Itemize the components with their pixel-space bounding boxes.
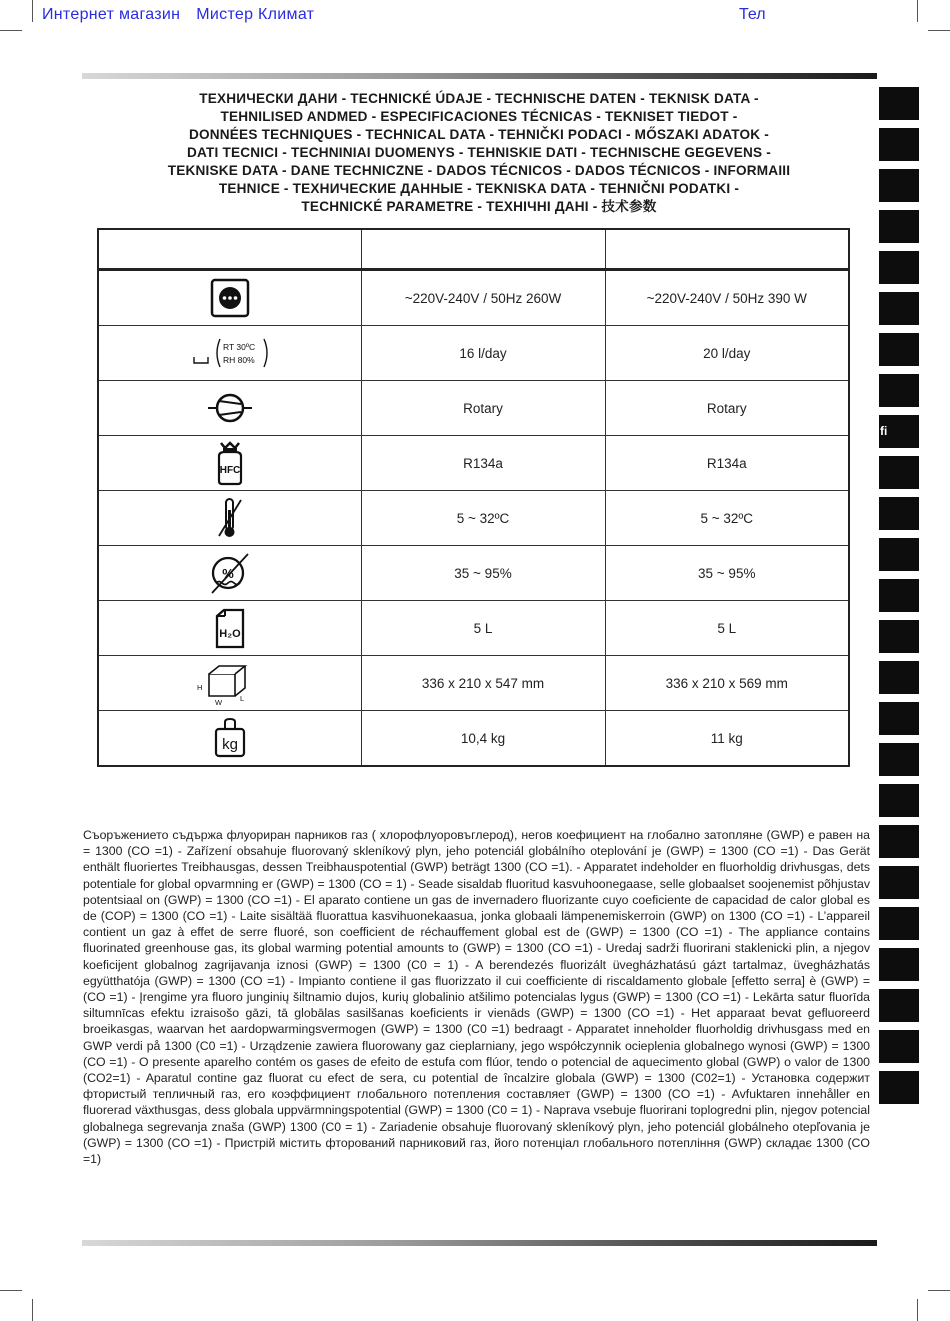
language-tab[interactable] xyxy=(879,210,919,243)
shop-header xyxy=(42,6,314,24)
crop-mark xyxy=(0,30,22,31)
title-line: DATI TECNICI - TECHNINIAI DUOMENYS - TEHNISKIE DATI - TECHNISCHE GEGEVENS - xyxy=(187,145,771,160)
water-tank-icon xyxy=(212,606,248,650)
language-tab[interactable] xyxy=(879,866,919,899)
language-tab[interactable] xyxy=(879,374,919,407)
spec-value-model-a: R134a xyxy=(361,436,605,491)
weight-icon-text: kg xyxy=(221,736,238,753)
spec-icon-cell xyxy=(98,436,361,491)
power-socket-icon xyxy=(210,278,250,318)
language-tab[interactable] xyxy=(879,128,919,161)
spec-value-model-b: R134a xyxy=(605,436,849,491)
spec-value-model-b: 35 ~ 95% xyxy=(605,546,849,601)
spec-table xyxy=(97,228,850,767)
crop-mark xyxy=(917,1299,918,1321)
title-line: TEHNICE - ТЕХНИЧЕСКИЕ ДАННЫЕ - TEKNISKA DATA - TEHNIČNI PODATKI - xyxy=(218,181,740,196)
spec-value-model-b: 5 ~ 32ºC xyxy=(605,491,849,546)
language-tab[interactable] xyxy=(879,907,919,940)
spec-row-water-tank xyxy=(98,601,849,656)
crop-mark xyxy=(928,30,950,31)
language-tab[interactable] xyxy=(879,87,919,120)
spec-icon-cell xyxy=(98,326,361,381)
spec-value-model-a: 35 ~ 95% xyxy=(361,546,605,601)
dimensions-icon xyxy=(195,660,265,706)
bottom-divider xyxy=(82,1240,877,1246)
crop-mark xyxy=(0,1290,22,1291)
spec-row-capacity xyxy=(98,326,849,381)
spec-row-compressor xyxy=(98,381,849,436)
title-line: TEHNILISED ANDMED - ESPECIFICACIONES TÉCNICAS - TEKNISET TIEDOT - xyxy=(220,109,738,124)
spec-icon-cell xyxy=(98,711,361,767)
spec-value-model-b: ~220V-240V / 50Hz 390 W xyxy=(605,270,849,326)
spec-value-model-a: Rotary xyxy=(361,381,605,436)
thermometer-icon xyxy=(213,496,247,540)
dimension-l-label: L xyxy=(239,694,244,703)
language-tab[interactable] xyxy=(879,538,919,571)
title-line: DONNÉES TECHNIQUES - TECHNICAL DATA - TEHNIČKI PODACI - MŐSZAKI ADATOK - xyxy=(188,127,770,142)
phone-label: Тел xyxy=(739,6,766,23)
language-tab[interactable] xyxy=(879,825,919,858)
header-cell-icon xyxy=(98,229,361,270)
language-tab[interactable] xyxy=(879,579,919,612)
spec-row-dimensions xyxy=(98,656,849,711)
humidity-icon xyxy=(208,551,252,595)
spec-value-model-a: 5 L xyxy=(361,601,605,656)
spec-value-model-b: 336 x 210 x 569 mm xyxy=(605,656,849,711)
spec-value-model-b: 11 kg xyxy=(605,711,849,767)
gwp-notice-paragraph: Съоръжението съдържа флуориран парников газ ( хлорофлуоровъглерод), негов коефициент на глобално затопляне (GWP) е равен на = 1300 (CO =1) - Zařízení obsahuje fluorovaný skleníkový plyn, jeho potenciál globálního oteplování je (GWP) = 1300 (CO =1) - Das Gerät enthält fluoriertes Treibhausgas, dessen Treibhauspotential (GWP) beträgt 1300 (CO =1). - Apparatet indeholder en fluorholdig drivhusgas, dets potentiale for global opvarmning er (GWP) = 1300 (CO = 1) - Seade sisaldab fluoritud kasvuhoonegaase, selle globaalset soojenemist põhjustav potentsiaal on (GWP) = 1300 (CO =1) - El aparato contiene un gas de invernadero fluorizante cuyo coeficiente de capacidad de calor global es de (COP) = 1300 (CO =1) - Laite sisältää fluorattua kasvihuonekaasua, jonka globaali lämpenemiskerroin (GWP) on 1300 (CO =1) - L’appareil contient un gaz à effet de serre fluoré, son coefficient de réchauffement global est de (GWP) = 1300 (CO =1) - The appliance contains fluorinated greenhouse gas, its global warming potential amounts to (GWP) = 1300 (CO =1) - Uredaj sadrži fluorirani staklenicki plin, a njegov koeficijent globalnog zagrijavanja iznosi (GWP) = 1300 (C0 = 1) - A berendezés fluorizált üvegházhatású gázt tartalmaz, üvegházhatás együtthatója (GWP) = 1300 (CO =1) - Impianto contiene il gas fluorizzato il cui coefficiente di riscaldamento globale [effetto serra] è (GWP) = (CO =1) - Įrengime yra fluoro junginių šiltnamio dujos, kurių globalinio atšilimo potencialas lygus (GWP) = 1300 (CO =1) - Lekārta satur fluorīda siltumnīcas efektu izraisošo gāzi, tā globālas sasilšanas koeficients ir vienāds (GWP) = 1300 (CO =1) - Het apparaat bevat gefluoreerd broeikasgas, waarvan het aardopwarmingsvermogen (GWP) = 1300 (C0 =1) bedraagt - Apparatet inneholder fluorholdig drivhusgass med en GWP verdi på 1300 (C0 =1) - Urządzenie zawiera fluorowany gaz cieplarniany, jego współczynnik ocieplenia globalnego wynosi (GWP) = 1300 (CO =1) - O presente aparelho contém os gases de efeito de estufa com flúor, tendo o potencial de aquecimento global (GWP) o valor de 1300 (CO2=1) - Aparatul contine gaz fluorat cu efect de sera, cu potential de încalzire globala (GWP) = 1300 (C02=1) - Установка содержит фтористый тепличный газ, его коэффициент глобального потепления составляет (GWP) = 1300 (CO =1) - Avfuktaren innehåller en fluorerad växthusgas, dess globala uppvärmningspotential (GWP) = 1300 (C0 = 1) - Naprava vsebuje fluorirani toplogredni plin, njegov potencial globalnega segrevanja znaša (GWP) 1300 (C0 = 1) - Zariadenie obsahuje fluorovaný skleníkový plyn, jeho potenciál globálneho otepľovania je (GWP) = 1300 (CO =1) - Пристрій містить фторований парниковий газ, його потенціал глобального потепління (GWP) складає 1300 (CO =1) xyxy=(83,828,870,1167)
dimension-h-label: H xyxy=(196,683,203,692)
top-divider xyxy=(82,73,877,79)
language-tab[interactable] xyxy=(879,292,919,325)
spec-icon-cell xyxy=(98,491,361,546)
refrigerant-hfc-icon xyxy=(213,440,247,486)
language-tab[interactable] xyxy=(879,1071,919,1104)
language-tab[interactable] xyxy=(879,661,919,694)
language-tab-strip xyxy=(879,87,919,1112)
spec-icon-cell xyxy=(98,546,361,601)
spec-value-model-a: 10,4 kg xyxy=(361,711,605,767)
language-tab[interactable] xyxy=(879,784,919,817)
language-tab[interactable] xyxy=(879,169,919,202)
spec-row-humidity xyxy=(98,546,849,601)
spec-row-weight xyxy=(98,711,849,767)
capacity-icon xyxy=(190,333,270,373)
spec-icon-cell xyxy=(98,270,361,326)
language-tab[interactable] xyxy=(879,948,919,981)
language-tab[interactable] xyxy=(879,333,919,366)
spec-value-model-b: 5 L xyxy=(605,601,849,656)
spec-value-model-b: 20 l/day xyxy=(605,326,849,381)
spec-value-model-a: ~220V-240V / 50Hz 260W xyxy=(361,270,605,326)
spec-value-model-a: 5 ~ 32ºC xyxy=(361,491,605,546)
language-tab[interactable] xyxy=(879,743,919,776)
language-tab[interactable] xyxy=(879,620,919,653)
active-tab-label: fi xyxy=(880,424,888,438)
spec-icon-cell xyxy=(98,601,361,656)
water-tank-icon-text: H₂O xyxy=(219,628,241,640)
language-tab[interactable] xyxy=(879,989,919,1022)
header-cell-model-b xyxy=(605,229,849,270)
dimension-w-label: W xyxy=(214,698,222,706)
language-tab[interactable] xyxy=(879,456,919,489)
spec-icon-cell xyxy=(98,656,361,711)
spec-value-model-a: 16 l/day xyxy=(361,326,605,381)
spec-row-power xyxy=(98,270,849,326)
title-line: ТЕХНИЧЕСКИ ДАНИ - TECHNICKÉ ÚDAJE - TECHNISCHE DATEN - TEKNISK DATA - xyxy=(199,91,759,106)
language-tab[interactable] xyxy=(879,702,919,735)
header-cell-model-a xyxy=(361,229,605,270)
crop-mark xyxy=(917,0,918,22)
weight-icon xyxy=(212,716,248,760)
language-tab[interactable] xyxy=(879,251,919,284)
crop-mark xyxy=(32,0,33,22)
title-line: TECHNICKÉ PARAMETRE - ТЕХНІЧНІ ДАНІ - 技术参数 xyxy=(301,199,657,214)
spec-value-model-b: Rotary xyxy=(605,381,849,436)
spec-row-temperature xyxy=(98,491,849,546)
language-tab[interactable] xyxy=(879,1030,919,1063)
spec-value-model-a: 336 x 210 x 547 mm xyxy=(361,656,605,711)
shop-label: Интернет магазин xyxy=(42,6,181,23)
humidity-icon-text: % xyxy=(221,566,234,581)
hfc-icon-text: HFC xyxy=(219,465,241,476)
language-tab[interactable] xyxy=(879,497,919,530)
shop-name: Мистер Климат xyxy=(196,6,315,23)
spec-row-refrigerant xyxy=(98,436,849,491)
crop-mark xyxy=(32,1299,33,1321)
crop-mark xyxy=(928,1290,950,1291)
capacity-icon-rt: RT 30ºC xyxy=(222,342,255,352)
spec-header-row xyxy=(98,229,849,270)
title-line: TEKNISKE DATA - DANE TECHNICZNE - DADOS TÉCNICOS - DADOS TÉCNICOS - INFORMAIII xyxy=(167,163,791,178)
capacity-icon-rh: RH 80% xyxy=(222,355,255,365)
page-title xyxy=(96,90,862,216)
compressor-icon xyxy=(206,388,254,428)
spec-icon-cell xyxy=(98,381,361,436)
